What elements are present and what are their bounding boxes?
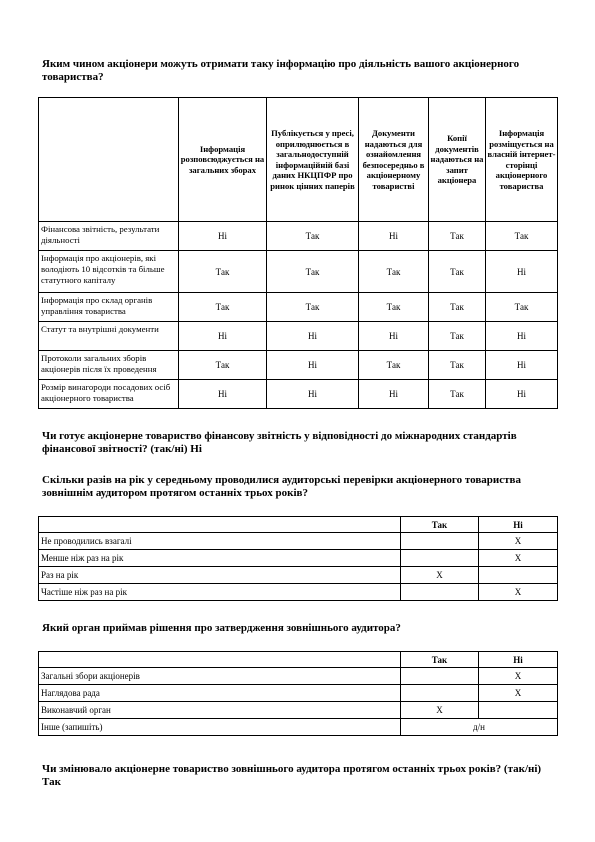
cell-value: Так <box>267 293 359 322</box>
table-row <box>39 668 558 685</box>
question-ifrs: Чи готує акціонерне товариство фінансову звітність у відповідності до міжнародних стандартів фінансової звітності? (так/ні) Ні <box>42 430 517 455</box>
cell-value: Ні <box>179 222 267 251</box>
header-no: Ні <box>479 517 558 533</box>
table-row <box>39 351 558 380</box>
row-label: Наглядова рада <box>39 685 401 702</box>
cell-no: X <box>479 668 558 685</box>
cell-value: Так <box>179 293 267 322</box>
auditor-approval-table <box>38 651 558 736</box>
cell-value: Так <box>179 351 267 380</box>
header-corner <box>39 517 401 533</box>
cell-value: Так <box>486 293 558 322</box>
cell-yes <box>401 668 479 685</box>
table-row <box>39 584 558 601</box>
table-row <box>39 251 558 293</box>
table-row <box>39 293 558 322</box>
cell-value: Так <box>429 293 486 322</box>
cell-value: Ні <box>267 380 359 409</box>
row-label: Інформація про акціонерів, які володіють 10 відсотків та більше статутного капіталу <box>39 251 179 293</box>
cell-value: Так <box>486 222 558 251</box>
cell-value: Так <box>267 222 359 251</box>
row-label: Протоколи загальних зборів акціонерів після їх проведення <box>39 351 179 380</box>
cell-value: Ні <box>486 322 558 351</box>
header-copies: Копії документів надаються на запит акціонера <box>429 98 486 222</box>
table-row <box>39 322 558 351</box>
table-row <box>39 222 558 251</box>
cell-value: Так <box>429 351 486 380</box>
cell-value: Так <box>267 251 359 293</box>
row-label: Не проводились взагалі <box>39 533 401 550</box>
table-row <box>39 719 558 736</box>
cell-yes <box>401 533 479 550</box>
cell-value: Так <box>359 293 429 322</box>
header-corner <box>39 98 179 222</box>
cell-value: Ні <box>486 251 558 293</box>
header-documents: Документи надаються для ознайомлення безпосередньо в акціонерному товаристві <box>359 98 429 222</box>
row-label: Менше ніж раз на рік <box>39 550 401 567</box>
question-audit-frequency: Скільки разів на рік у середньому проводилися аудиторські перевірки акціонерного товариства зовнішнім аудитором протягом останніх трьох років? <box>42 474 521 499</box>
header-press: Публікується у пресі, оприлюднюється в загальнодоступній інформаційній базі даних НКЦПФР про ринок цінних паперів <box>267 98 359 222</box>
cell-no: X <box>479 550 558 567</box>
cell-no <box>479 702 558 719</box>
question-auditor-approval: Який орган приймав рішення про затвердження зовнішнього аудитора? <box>42 622 401 634</box>
cell-yes <box>401 550 479 567</box>
cell-value: Ні <box>359 222 429 251</box>
cell-value: Так <box>359 351 429 380</box>
cell-value: Так <box>429 322 486 351</box>
cell-value: Ні <box>359 380 429 409</box>
audit-frequency-table <box>38 516 558 601</box>
table-row <box>39 533 558 550</box>
cell-no <box>479 567 558 584</box>
table-row <box>39 567 558 584</box>
cell-value: Ні <box>359 322 429 351</box>
row-label: Виконавчий орган <box>39 702 401 719</box>
row-label: Частіше ніж раз на рік <box>39 584 401 601</box>
cell-value: Ні <box>267 322 359 351</box>
header-yes: Так <box>401 652 479 668</box>
table-row <box>39 685 558 702</box>
info-access-table <box>38 97 558 409</box>
cell-value: Ні <box>179 380 267 409</box>
cell-no: X <box>479 584 558 601</box>
table-row <box>39 550 558 567</box>
row-label: Статут та внутрішні документи <box>39 322 179 351</box>
row-label: Розмір винагороди посадових осіб акціонерного товариства <box>39 380 179 409</box>
cell-value: Ні <box>486 351 558 380</box>
cell-value: Ні <box>486 380 558 409</box>
row-label: Фінансова звітність, результати діяльності <box>39 222 179 251</box>
header-general-meeting: Інформація розповсюджується на загальних зборах <box>179 98 267 222</box>
cell-yes <box>401 584 479 601</box>
cell-value: Так <box>359 251 429 293</box>
question-info-access: Яким чином акціонери можуть отримати таку інформацію про діяльність вашого акціонерного товариства? <box>42 58 520 83</box>
cell-yes: X <box>401 567 479 584</box>
table-row <box>39 380 558 409</box>
header-website: Інформація розміщується на власній інтернет-сторінці акціонерного товариства <box>486 98 558 222</box>
row-label: Інформація про склад органів управління товариства <box>39 293 179 322</box>
cell-yes: X <box>401 702 479 719</box>
other-label: Інше (запишіть) <box>39 719 401 736</box>
row-label: Раз на рік <box>39 567 401 584</box>
other-value: д/н <box>401 719 558 736</box>
cell-no: X <box>479 685 558 702</box>
header-no: Ні <box>479 652 558 668</box>
cell-value: Так <box>429 251 486 293</box>
cell-no: X <box>479 533 558 550</box>
cell-yes <box>401 685 479 702</box>
cell-value: Ні <box>267 351 359 380</box>
cell-value: Ні <box>179 322 267 351</box>
question-auditor-change: Чи змінювало акціонерне товариство зовнішнього аудитора протягом останніх трьох років? (так/ні) Так <box>42 763 542 788</box>
cell-value: Так <box>429 380 486 409</box>
header-yes: Так <box>401 517 479 533</box>
cell-value: Так <box>429 222 486 251</box>
cell-value: Так <box>179 251 267 293</box>
table-row <box>39 702 558 719</box>
header-corner <box>39 652 401 668</box>
row-label: Загальні збори акціонерів <box>39 668 401 685</box>
